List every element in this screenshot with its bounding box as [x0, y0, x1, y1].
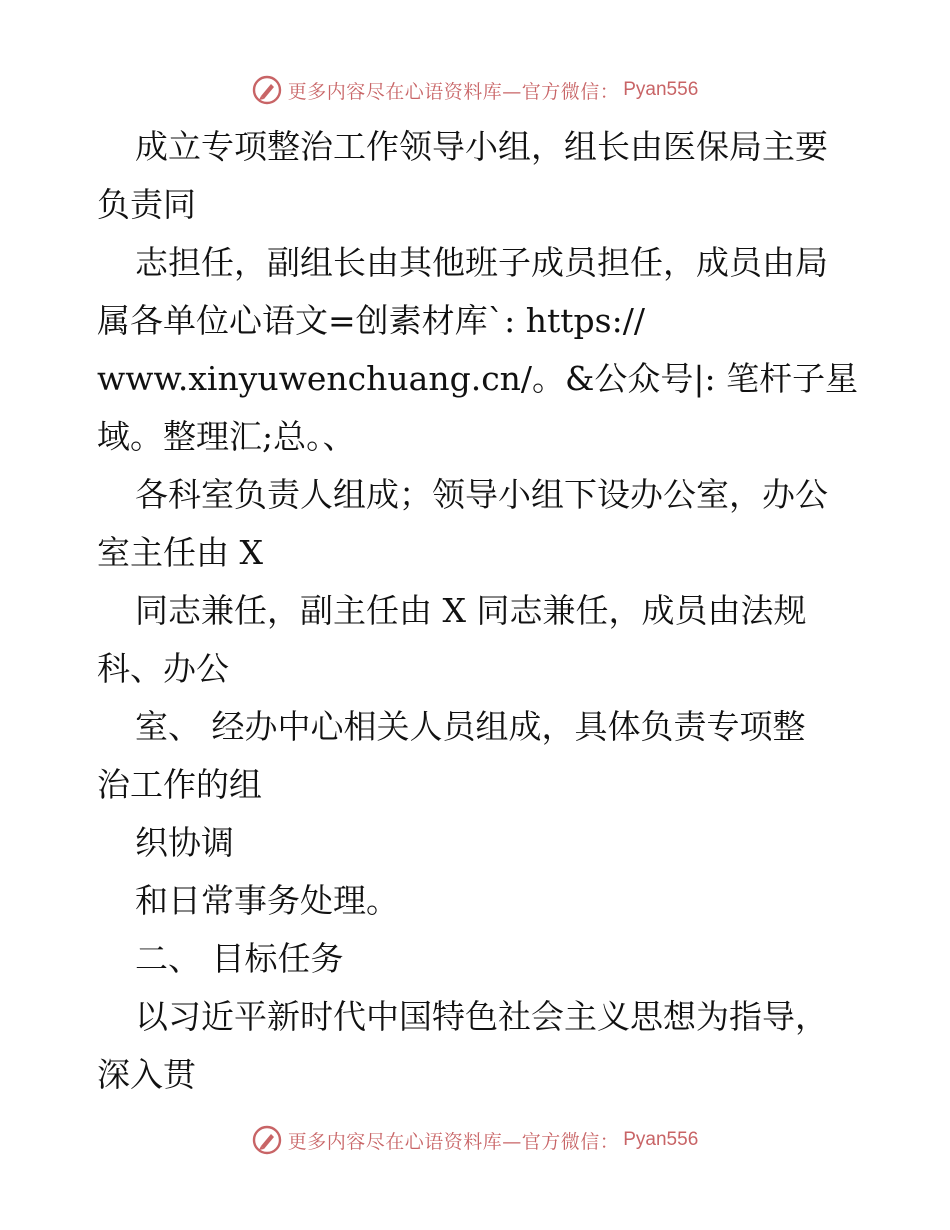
header-watermark	[0, 70, 950, 110]
text-line: 织协调	[135, 823, 234, 862]
section-heading: 二、 目标任务	[135, 939, 344, 978]
watermark-wechat-id: Pyan556	[623, 1129, 699, 1150]
text-line: 同志兼任，副主任由 X 同志兼任，成员由法规	[135, 591, 807, 630]
text-line: 志担任，副组长由其他班子成员担任，成员由局	[135, 243, 828, 282]
pen-logo-icon	[252, 75, 282, 105]
text-line: 治工作的组	[97, 765, 262, 804]
text-line: 成立专项整治工作领导小组，组长由医保局主要	[135, 127, 828, 166]
footer-watermark	[0, 1120, 950, 1160]
watermark-text: 更多内容尽在心语资料库—官方微信：	[287, 80, 620, 103]
text-line: 域。整理汇;总。、	[97, 417, 356, 456]
text-line: 各科室负责人组成；领导小组下设办公室，办公	[135, 475, 828, 514]
text-line: 以习近平新时代中国特色社会主义思想为指导，	[135, 997, 828, 1036]
pen-logo-icon	[252, 1125, 282, 1155]
text-line: 室主任由 X	[97, 533, 263, 572]
watermark-text: 更多内容尽在心语资料库—官方微信：	[287, 1130, 620, 1153]
text-line: www.xinyuwenchuang.cn/。&公众号|: 笔杆子星	[97, 359, 859, 398]
text-line: 属各单位心语文=创素材库`: https://	[97, 301, 645, 340]
text-line: 和日常事务处理。	[135, 881, 399, 920]
text-line: 科、办公	[97, 649, 229, 688]
text-line: 负责同	[97, 185, 196, 224]
watermark-wechat-id: Pyan556	[623, 79, 699, 100]
text-line: 深入贯	[97, 1055, 196, 1094]
text-line: 室、 经办中心相关人员组成，具体负责专项整	[135, 707, 806, 746]
document-body	[97, 118, 917, 1104]
